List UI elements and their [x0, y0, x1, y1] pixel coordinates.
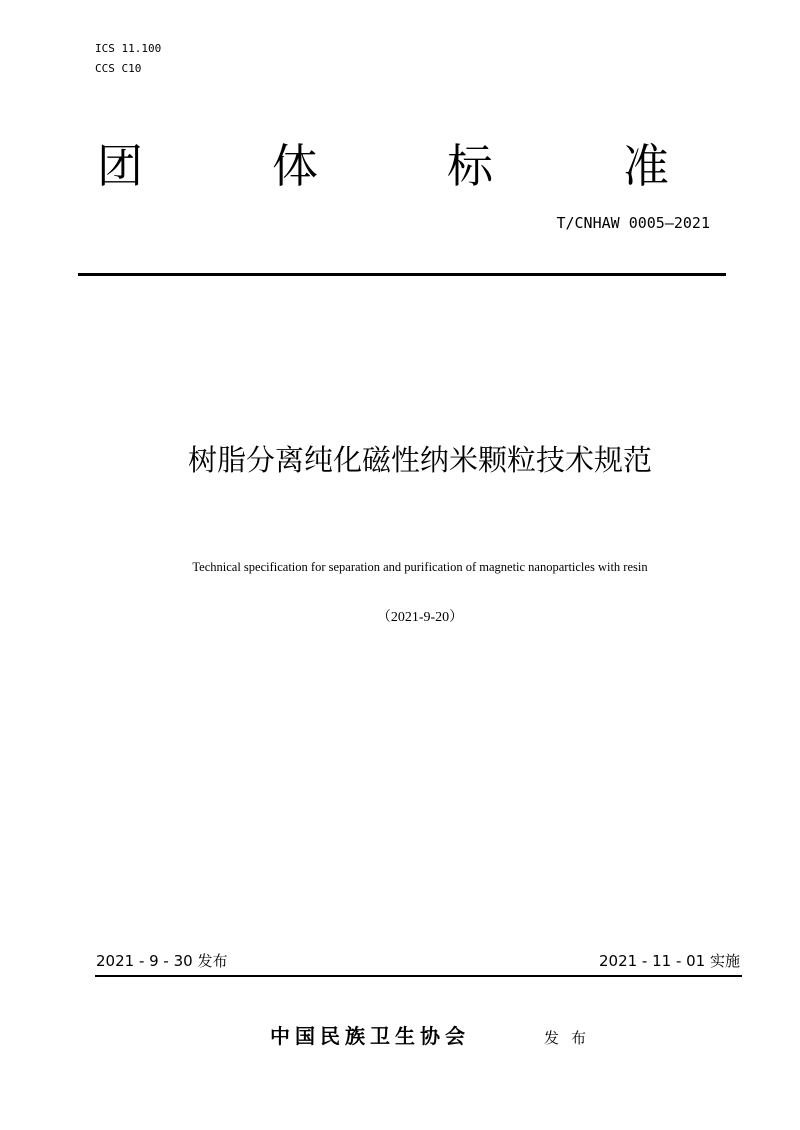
- standard-type-heading: [95, 138, 715, 198]
- effective-date: 2021 - 11 - 01 实施: [598, 952, 740, 970]
- header-divider: [78, 273, 726, 276]
- publisher-name: 中国民族卫生协会: [270, 1024, 470, 1048]
- footer-divider: [95, 975, 742, 977]
- standard-type-char-3: 标: [447, 139, 493, 193]
- standard-number: T/CNHAW 0005—2021: [556, 214, 710, 232]
- standard-type-char-2: 体: [272, 139, 318, 193]
- standard-type-char-4: 准: [623, 139, 669, 193]
- standard-type-char-1: 团: [97, 139, 143, 193]
- ics-code: ICS 11.100: [95, 42, 162, 55]
- publish-label: 发布: [544, 1029, 599, 1047]
- publish-date: 2021 - 9 - 30 发布: [96, 952, 228, 970]
- draft-date: （2021-9-20）: [376, 610, 464, 625]
- document-title-en: Technical specification for separation and purification of magnetic nanoparticles with resin: [192, 560, 648, 574]
- document-title-cn: 树脂分离纯化磁性纳米颗粒技术规范: [187, 443, 652, 477]
- ccs-code: CCS C10: [95, 62, 142, 75]
